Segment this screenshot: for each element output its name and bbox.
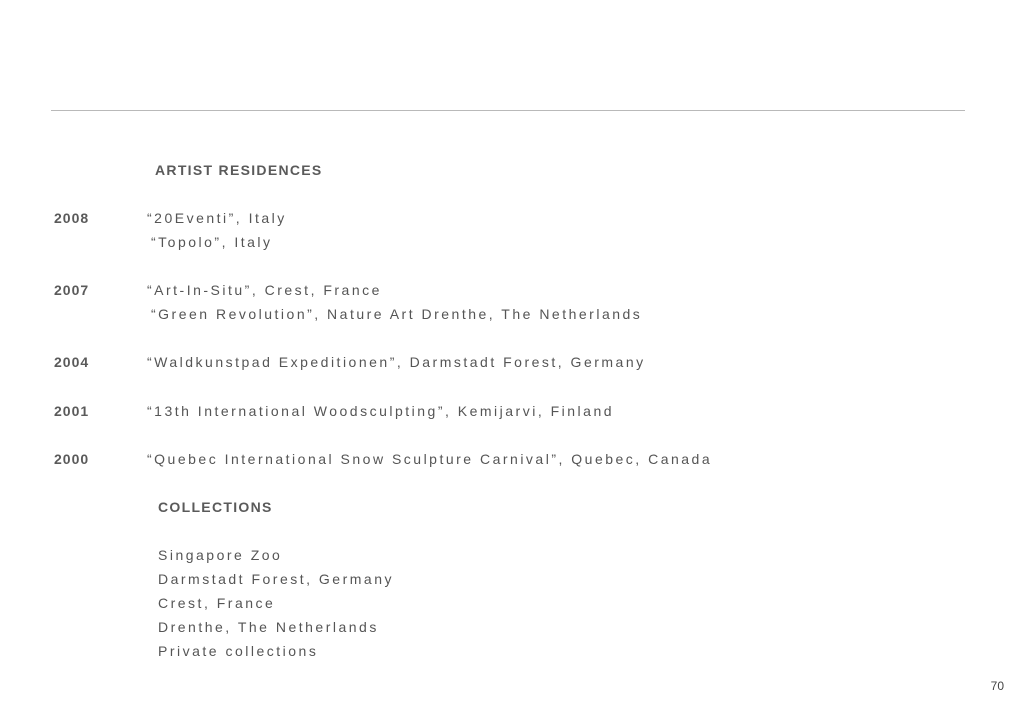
year-2004: 2004	[54, 354, 90, 370]
year-2000: 2000	[54, 451, 90, 467]
page-number: 70	[990, 679, 1004, 693]
collection-item: Drenthe, The Netherlands	[158, 619, 379, 635]
collection-item: Crest, France	[158, 595, 276, 611]
residence-line: “Waldkunstpad Expeditionen”, Darmstadt Forest, Germany	[147, 354, 646, 370]
header-divider	[51, 110, 965, 111]
residence-line: “Green Revolution”, Nature Art Drenthe, The Netherlands	[151, 306, 643, 322]
residence-line: “Topolo”, Italy	[151, 234, 273, 250]
year-2001: 2001	[54, 403, 90, 419]
residence-line: “13th International Woodsculpting”, Kemijarvi, Finland	[147, 403, 615, 419]
residence-line: “Quebec International Snow Sculpture Carnival”, Quebec, Canada	[147, 451, 713, 467]
collection-item: Darmstadt Forest, Germany	[158, 571, 394, 587]
artist-residences-heading: ARTIST RESIDENCES	[155, 162, 323, 178]
residence-line: “Art-In-Situ”, Crest, France	[147, 282, 382, 298]
collection-item: Private collections	[158, 643, 319, 659]
collections-heading: COLLECTIONS	[158, 499, 273, 515]
residence-line: “20Eventi”, Italy	[147, 210, 287, 226]
collection-item: Singapore Zoo	[158, 547, 283, 563]
year-2007: 2007	[54, 282, 90, 298]
year-2008: 2008	[54, 210, 90, 226]
